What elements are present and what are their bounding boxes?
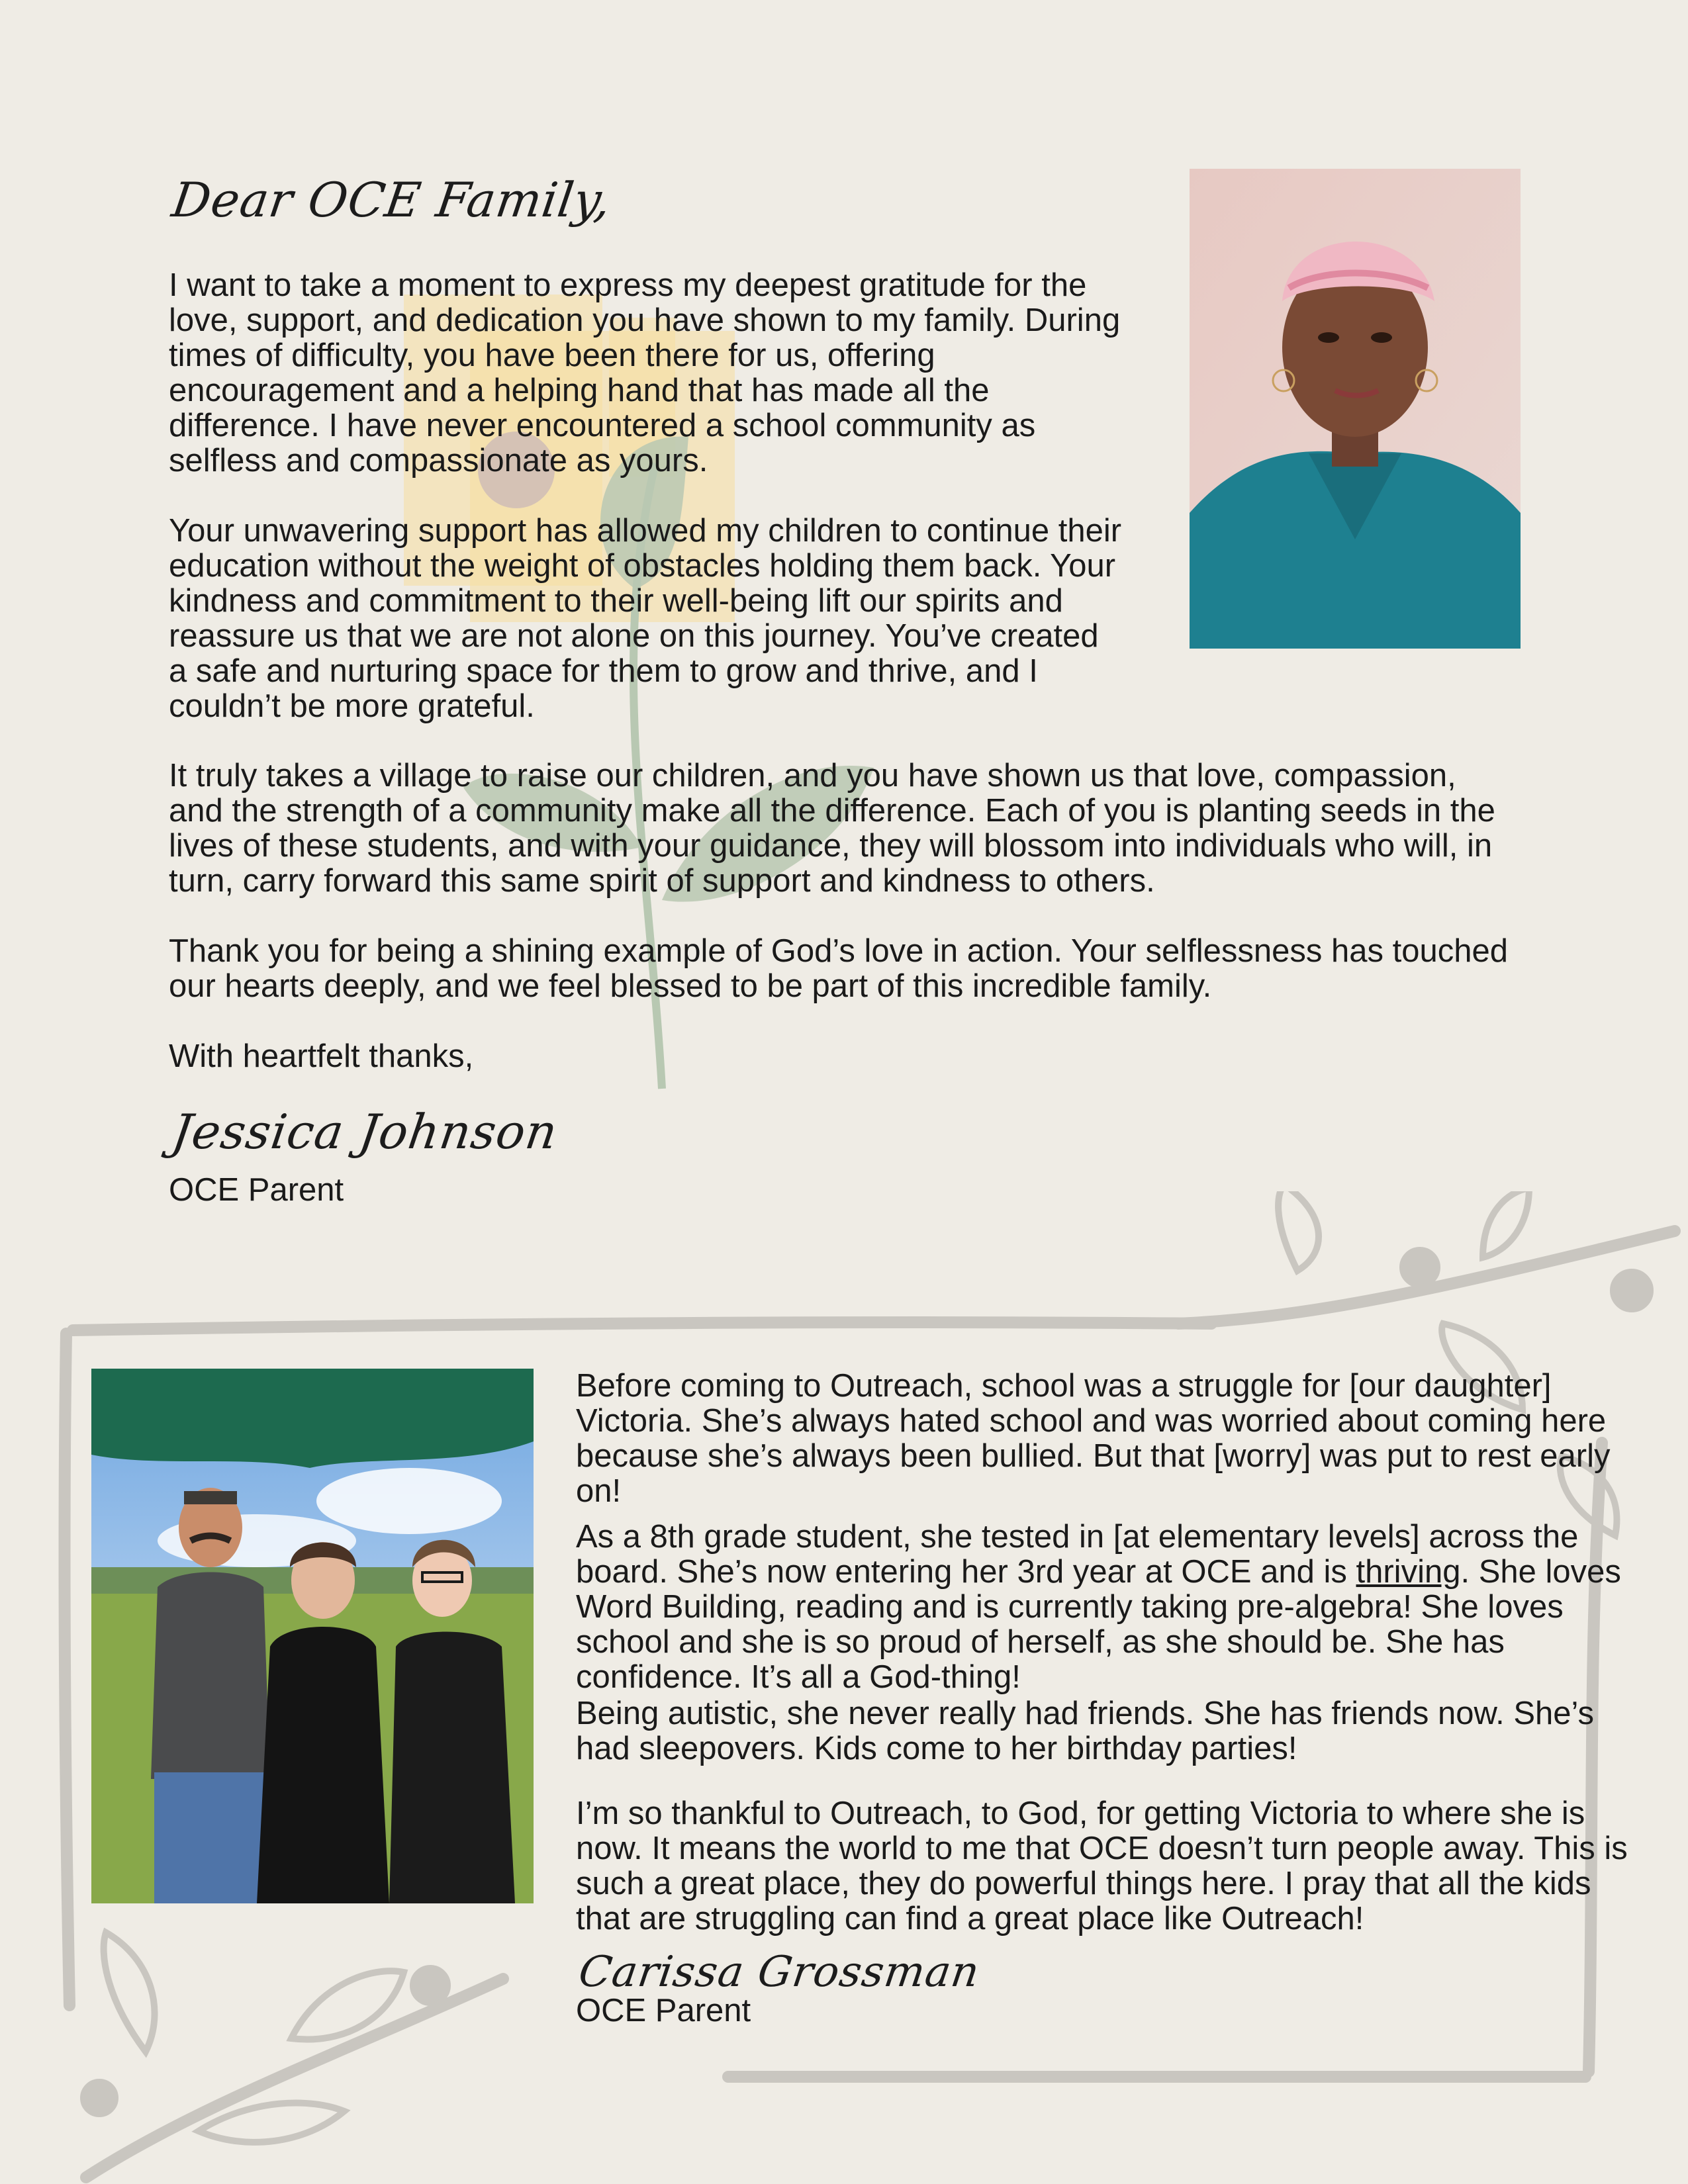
letter1-role: OCE Parent xyxy=(169,1172,344,1208)
letter1-signature: Jessica Johnson xyxy=(168,1104,561,1160)
parent-portrait-photo xyxy=(1190,169,1521,649)
letter2-paragraph-2 xyxy=(576,1520,1648,1695)
letter2-role: OCE Parent xyxy=(576,1993,751,2028)
letter2-signature: Carissa Grossman xyxy=(575,1948,983,1997)
letter1-closing: With heartfelt thanks, xyxy=(169,1038,474,1074)
letter1-greeting: Dear OCE Family, xyxy=(168,172,615,228)
letter2-paragraph-3: Being autistic, she never really had friends. She has friends now. She’s had sleepovers. Kids come to her birthday parties! xyxy=(576,1696,1595,1766)
letter1-paragraph-3: It truly takes a village to raise our children, and you have shown us that love, compassion, and the strength of a community make all the difference. Each of you is planting seeds in the lives of these students, and with your guidance, they will blossom into individuals who will, in turn, carry forward this same spirit of support and kindness to others. xyxy=(169,758,1495,899)
thriving-emphasis: thriving xyxy=(1356,1554,1461,1590)
letter2-paragraph-4: I’m so thankful to Outreach, to God, for getting Victoria to where she is now. It means the world to me that OCE doesn’t turn people away. This is such a great place, they do powerful things here. I pray that all the kids that are struggling can find a great place like Outreach! xyxy=(576,1796,1628,1936)
letter1-paragraph-4: Thank you for being a shining example of God’s love in action. Your selflessness has touched our hearts deeply, and we feel blessed to be part of this incredible family. xyxy=(169,933,1508,1004)
letter2-paragraph-1: Before coming to Outreach, school was a struggle for [our daughter] Victoria. She’s always hated school and was worried about coming here because she’s always been bullied. But that [worry] was put to rest early on! xyxy=(576,1368,1611,1509)
letter1-paragraph-2: Your unwavering support has allowed my children to continue their education without the weight of obstacles holding them back. Your kindness and commitment to their well-being lift our spirits and reassure us that we are not alone on this journey. You’ve created a safe and nurturing space for them to grow and thrive, and I couldn’t be more grateful. xyxy=(169,513,1122,724)
family-photo xyxy=(91,1369,534,1903)
letter2-paragraph-2-start: As a 8th grade student, she tested in [at elementary levels] across the board. She’s now entering her 3rd year at OCE and is xyxy=(576,1519,1579,1590)
letter1-paragraph-1: I want to take a moment to express my deepest gratitude for the love, support, and dedication you have shown to my family. During times of difficulty, you have been there for us, offering encouragement and a helping hand that has made all the difference. I have never encountered a school community as selfless and compassionate as yours. xyxy=(169,267,1121,478)
letter2-paragraph-2-end: . She loves Word Building, reading and is currently taking pre-algebra! She loves school and she is so proud of herself, as she should be. She has confidence. It’s all a God-thing! xyxy=(576,1554,1621,1695)
